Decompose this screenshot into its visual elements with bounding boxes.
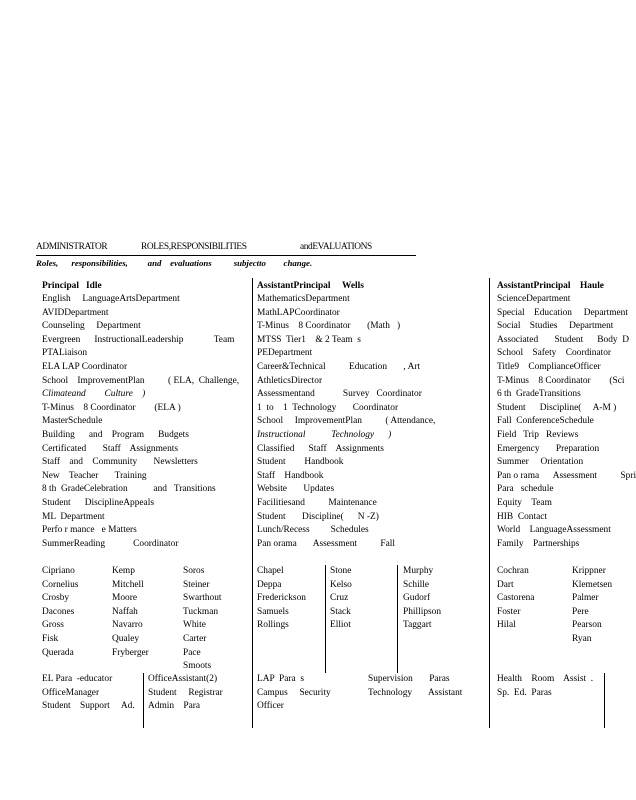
responsibility-item: ML Department xyxy=(42,511,105,522)
staff-name: Cornelius xyxy=(42,579,79,590)
responsibility-item: AthleticsDirector xyxy=(257,375,323,386)
staff-idle-c xyxy=(183,565,222,674)
responsibility-item: PEDepartment xyxy=(257,348,313,359)
responsibility-item: Social Studies Department xyxy=(497,321,614,332)
staff-name: Pere xyxy=(572,606,589,617)
staff-name: Swarthout xyxy=(183,593,222,604)
responsibility-item: Staff and Community Newsletters xyxy=(42,457,198,468)
responsibility-item: Student Handbook xyxy=(257,457,344,468)
staff-name: Samuels xyxy=(257,606,289,617)
responsibility-item: HIB Contact xyxy=(497,511,547,522)
title-principal-name: Idle xyxy=(86,281,102,291)
responsibility-item: ScienceDepartment xyxy=(497,294,571,304)
staff-name: Ryan xyxy=(572,633,592,644)
staff-name: Supervision Paras xyxy=(368,674,450,684)
responsibility-item: Student Discipline( A-M ) xyxy=(497,402,617,413)
responsibility-item: MasterSchedule xyxy=(42,416,103,427)
support-idle-b xyxy=(148,673,223,714)
support-wells-a xyxy=(257,673,331,714)
staff-name: Taggart xyxy=(403,620,432,631)
staff-name: Phillipson xyxy=(403,606,442,617)
staff-name: Navarro xyxy=(112,620,143,631)
header-evaluations: andEVALUATIONS xyxy=(300,242,372,252)
staff-haule-a xyxy=(497,565,535,633)
responsibility-item: T-Minus 8 Coordinator (Math ) xyxy=(257,321,401,332)
responsibility-item: ELA LAP Coordinator xyxy=(42,361,128,372)
responsibility-item: PTALiaison xyxy=(42,348,88,359)
responsibility-item: Career&Technical Education , Art xyxy=(257,361,421,372)
responsibility-item: 6 th GradeTransitions xyxy=(497,389,581,400)
staff-name: Health Room Assist . xyxy=(497,674,594,684)
staff-name: Sp. Ed. Paras xyxy=(497,687,552,698)
responsibility-item: MathematicsDepartment xyxy=(257,294,350,304)
responsibility-item: Lunch/Recess Schedules xyxy=(257,525,369,536)
staff-name: Student Support Ad. xyxy=(42,701,135,712)
staff-name: Elliot xyxy=(330,620,351,631)
staff-wells-c xyxy=(403,565,441,633)
subtitle: Roles, responsibilities, and evaluations subjectto change. xyxy=(36,258,313,268)
responsibility-item: Student DisciplineAppeals xyxy=(42,497,154,508)
staff-name: Rollings xyxy=(257,620,289,631)
responsibility-item: World LanguageAssessment xyxy=(497,525,611,536)
staff-name: Castorena xyxy=(497,593,535,604)
staff-name: Soros xyxy=(183,566,205,576)
staff-name: Klemetsen xyxy=(572,579,613,590)
divider-col2 xyxy=(489,278,490,728)
staff-name: Smoots xyxy=(183,661,212,672)
staff-name: Pace xyxy=(183,647,201,658)
responsibility-item: Staff Handbook xyxy=(257,470,324,481)
staff-name: OfficeAssistant(2) xyxy=(148,674,218,684)
responsibility-item: Certificated Staff Assignments xyxy=(42,443,179,454)
staff-name: Kelso xyxy=(330,579,352,590)
staff-name: EL Para -educator xyxy=(42,674,113,684)
staff-name: Frederickson xyxy=(257,593,306,604)
responsibility-item: AVIDDepartment xyxy=(42,307,109,318)
staff-name: Technology Assistant xyxy=(368,687,463,698)
staff-name: Campus Security xyxy=(257,687,331,698)
responsibility-item: Para schedule xyxy=(497,484,554,495)
staff-name: Hilal xyxy=(497,620,516,631)
staff-name: Schille xyxy=(403,579,430,590)
responsibility-item: Emergency Preparation xyxy=(497,443,600,454)
responsibility-item: T-Minus 8 Coordinator (Sci xyxy=(497,375,625,386)
divider-haule-support xyxy=(604,673,605,728)
responsibility-item: Instructional Technology ) xyxy=(257,429,392,440)
staff-name: Stack xyxy=(330,606,351,617)
staff-name: Gudorf xyxy=(403,593,431,604)
staff-name: Cipriano xyxy=(42,566,75,576)
responsibility-item: Evergreen InstructionalLeadership Team xyxy=(42,334,235,345)
staff-name: Murphy xyxy=(403,566,434,576)
staff-name: Crosby xyxy=(42,593,70,604)
staff-name: Mitchell xyxy=(112,579,144,590)
support-wells-b xyxy=(368,673,462,700)
principal-responsibilities xyxy=(42,293,252,551)
staff-name: Carter xyxy=(183,633,207,644)
title-principal-role: Principal xyxy=(42,281,79,291)
responsibility-item: Fall ConferenceSchedule xyxy=(497,416,594,427)
staff-name: Palmer xyxy=(572,593,599,604)
responsibility-item: Assessmentand Survey Coordinator xyxy=(257,389,422,400)
staff-idle-b xyxy=(112,565,149,660)
staff-name: Moore xyxy=(112,593,137,604)
responsibility-item: Facilitiesand Maintenance xyxy=(257,497,377,508)
staff-name: Foster xyxy=(497,606,521,617)
responsibility-item: Counseling Department xyxy=(42,321,141,332)
staff-name: Cochran xyxy=(497,566,529,576)
responsibility-item: School ImprovementPlan ( Attendance, xyxy=(257,416,436,427)
title-ap-wells-name: Wells xyxy=(342,281,364,291)
staff-name: Chapel xyxy=(257,566,284,576)
responsibility-item: Building and Program Budgets xyxy=(42,429,189,440)
responsibility-item: Website Updates xyxy=(257,484,335,495)
haule-responsibilities xyxy=(497,293,636,551)
responsibility-item: 1 to 1 Technology Coordinator xyxy=(257,402,399,413)
responsibility-item: School ImprovementPlan ( ELA, Challenge, xyxy=(42,375,240,386)
wells-responsibilities xyxy=(257,293,489,551)
staff-name: Deppa xyxy=(257,579,282,590)
responsibility-item: Equity Team xyxy=(497,497,552,508)
staff-name: Admin Para xyxy=(148,701,201,712)
support-idle-a xyxy=(42,673,135,714)
staff-name: Qualey xyxy=(112,633,140,644)
staff-name: Officer xyxy=(257,701,284,712)
staff-name: White xyxy=(183,620,206,631)
responsibility-item: Pan o rama Assessment Spri xyxy=(497,470,636,481)
divider-col1 xyxy=(252,278,253,728)
responsibility-item: Associated Student Body D xyxy=(497,334,630,345)
staff-name: Tuckman xyxy=(183,606,219,617)
staff-name: Student Registrar xyxy=(148,687,223,698)
responsibility-item: Classified Staff Assignments xyxy=(257,443,384,454)
responsibility-item: T-Minus 8 Coordinator (ELA ) xyxy=(42,402,181,413)
staff-name: OfficeManager xyxy=(42,687,100,698)
staff-name: Naffah xyxy=(112,606,138,617)
staff-idle-a xyxy=(42,565,78,660)
staff-wells-b xyxy=(330,565,352,633)
responsibility-item: Field Trip Reviews xyxy=(497,429,579,440)
header-roles: ROLES,RESPONSIBILITIES xyxy=(141,242,247,252)
staff-name: Cruz xyxy=(330,593,349,604)
staff-name: Dart xyxy=(497,579,514,590)
staff-wells-a xyxy=(257,565,306,633)
staff-haule-b xyxy=(572,565,612,647)
staff-name: Kemp xyxy=(112,566,135,576)
responsibility-item: Special Education Department xyxy=(497,307,628,318)
staff-name: Krippner xyxy=(572,566,606,576)
divider-wells-staff-2 xyxy=(397,565,398,673)
title-ap-wells-role: AssistantPrincipal xyxy=(257,281,331,291)
title-ap-haule-name: Haule xyxy=(580,281,604,291)
header-administrator: ADMINISTRATOR xyxy=(36,242,108,252)
responsibility-item: Student Discipline( N -Z) xyxy=(257,511,379,522)
staff-name: Dacones xyxy=(42,606,75,617)
responsibility-item: Summer Orientation xyxy=(497,457,584,468)
header-rule xyxy=(36,255,416,256)
support-haule-a xyxy=(497,673,593,700)
title-ap-haule-role: AssistantPrincipal xyxy=(497,281,571,291)
responsibility-item: English LanguageArtsDepartment xyxy=(42,294,180,304)
staff-name: Fryberger xyxy=(112,647,149,658)
divider-wells-staff-1 xyxy=(325,565,326,673)
staff-name: Pearson xyxy=(572,620,602,631)
staff-name: Querada xyxy=(42,647,74,658)
responsibility-item: MTSS Tier1 & 2 Team s xyxy=(257,334,361,345)
responsibility-item: New Teacher Training xyxy=(42,470,147,481)
staff-name: Steiner xyxy=(183,579,210,590)
staff-name: LAP Para s xyxy=(257,674,305,684)
staff-name: Gross xyxy=(42,620,64,631)
staff-name: Fisk xyxy=(42,633,59,644)
responsibility-item: Perfo r mance e Matters xyxy=(42,525,137,536)
responsibility-item: 8 th GradeCelebration and Transitions xyxy=(42,484,216,495)
responsibility-item: Pan orama Assessment Fall xyxy=(257,538,396,549)
responsibility-item: Family Partnerships xyxy=(497,538,580,549)
divider-idle-support xyxy=(143,673,144,728)
responsibility-item: MathLAPCoordinator xyxy=(257,307,340,318)
staff-name: Stone xyxy=(330,566,352,576)
responsibility-item: Title9 ComplianceOfficer xyxy=(497,361,601,372)
responsibility-item: School Safety Coordinator xyxy=(497,348,612,359)
responsibility-item: SummerReading Coordinator xyxy=(42,538,179,549)
responsibility-item: Climateand Culture ) xyxy=(42,389,146,400)
